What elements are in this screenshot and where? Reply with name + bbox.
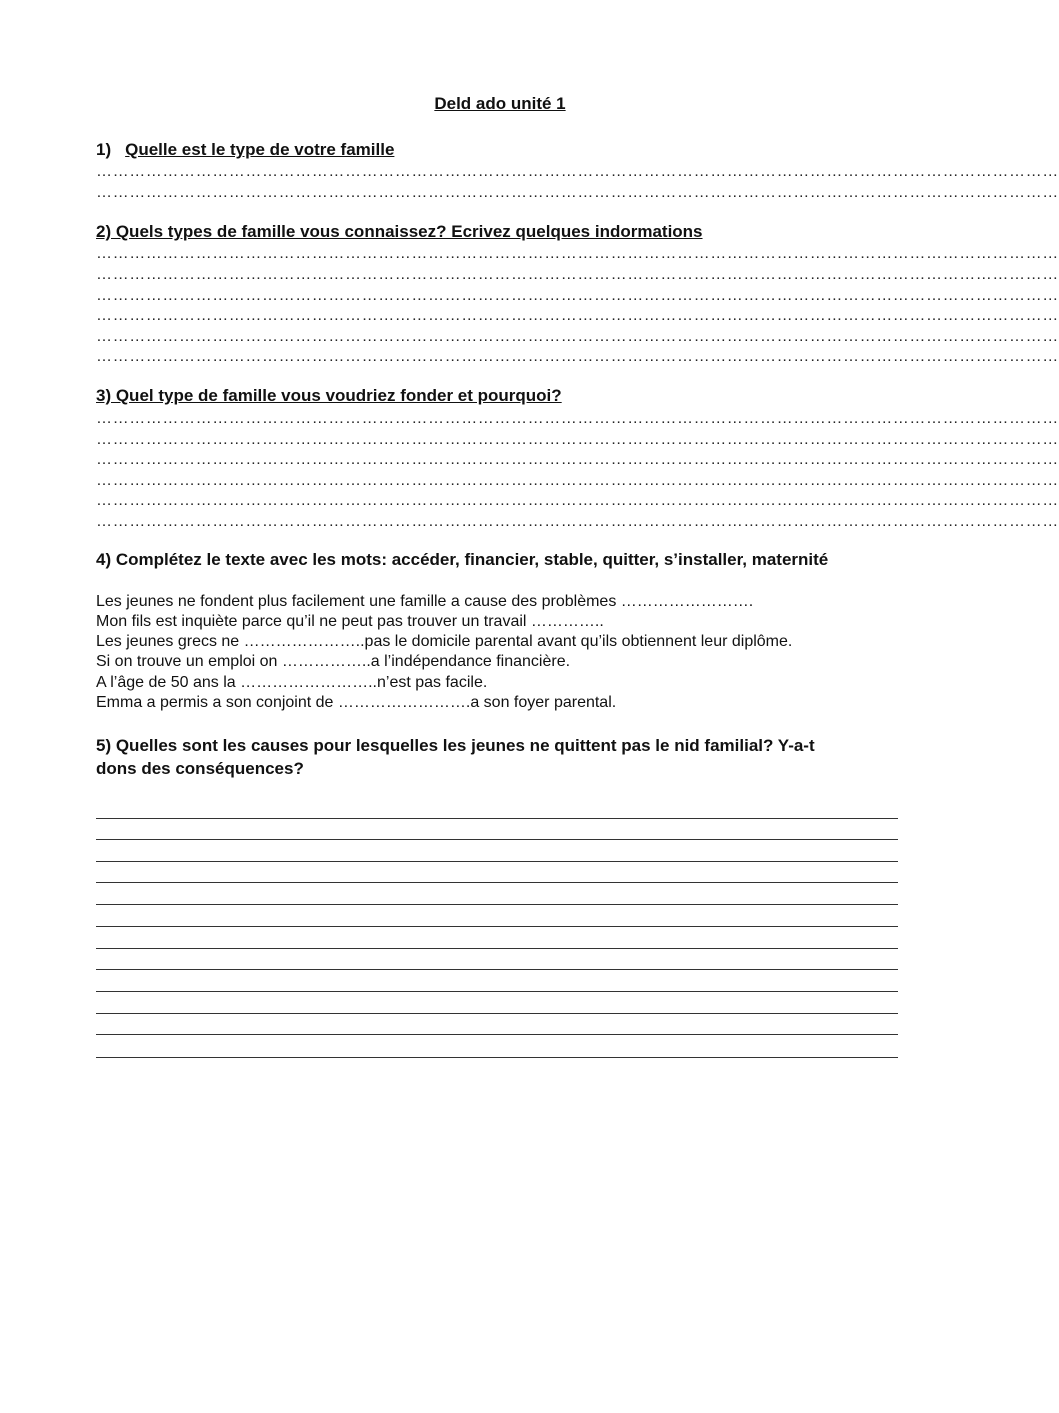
answer-line[interactable]: …………………………………………………………………………………………………………………………………………………………: [96, 245, 1059, 262]
answer-line[interactable]: …………………………………………………………………………………………………………………………………………………………: [96, 410, 1059, 427]
answer-line[interactable]: …………………………………………………………………………………………………………………………………………………………: [96, 451, 1059, 468]
answer-line[interactable]: …………………………………………………………………………………………………………………………………………………………: [96, 163, 1059, 180]
question-2-text: 2) Quels types de famille vous connaissez? Ecrivez quelques indormations: [96, 222, 703, 241]
answer-line[interactable]: …………………………………………………………………………………………………………………………………………………………: [96, 431, 1059, 448]
answer-line[interactable]: …………………………………………………………………………………………………………………………………………………………: [96, 266, 1059, 283]
question-5-line-1: 5) Quelles sont les causes pour lesquelles les jeunes ne quittent pas le nid familial? Y-a-t: [96, 736, 815, 755]
answer-rule[interactable]: [96, 904, 898, 905]
answer-rule[interactable]: [96, 839, 898, 840]
fill-in-sentence-3: Les jeunes grecs ne …………………..pas le domicile parental avant qu’ils obtiennent leur diplôme.: [96, 633, 793, 650]
answer-rule[interactable]: [96, 969, 898, 970]
answer-rule[interactable]: [96, 926, 898, 927]
answer-line[interactable]: …………………………………………………………………………………………………………………………………………………………: [96, 472, 1059, 489]
answer-rule[interactable]: [96, 882, 898, 883]
answer-rule[interactable]: [96, 818, 898, 819]
answer-line[interactable]: …………………………………………………………………………………………………………………………………………………………: [96, 328, 1059, 345]
page-title: Deld ado unité 1: [434, 94, 566, 113]
answer-line[interactable]: …………………………………………………………………………………………………………………………………………………………: [96, 307, 1059, 324]
fill-in-sentence-5: A l’âge de 50 ans la ……………………..n’est pas facile.: [96, 674, 488, 691]
question-1-number: 1): [96, 140, 112, 159]
question-5-line-2: dons des conséquences?: [96, 759, 304, 778]
answer-line[interactable]: …………………………………………………………………………………………………………………………………………………………: [96, 492, 1059, 509]
answer-rule[interactable]: [96, 1013, 898, 1014]
question-3-text: 3) Quel type de famille vous voudriez fonder et pourquoi?: [96, 386, 562, 405]
fill-in-sentence-2: Mon fils est inquiète parce qu’il ne peut pas trouver un travail …………..: [96, 613, 604, 630]
question-4-heading: 4) Complétez le texte avec les mots: accéder, financier, stable, quitter, s’installer, maternité: [96, 550, 829, 569]
fill-in-sentence-6: Emma a permis a son conjoint de …………………….a son foyer parental.: [96, 694, 617, 711]
answer-rule[interactable]: [96, 1057, 898, 1058]
fill-in-sentence-4: Si on trouve un emploi on ……………..a l’indépendance financière.: [96, 653, 571, 670]
answer-line[interactable]: …………………………………………………………………………………………………………………………………………………………: [96, 348, 1059, 365]
answer-line[interactable]: …………………………………………………………………………………………………………………………………………………………: [96, 513, 1059, 530]
fill-in-sentence-1: Les jeunes ne fondent plus facilement une famille a cause des problèmes …………………….: [96, 593, 754, 610]
answer-rule[interactable]: [96, 948, 898, 949]
answer-rule[interactable]: [96, 861, 898, 862]
question-1-text: Quelle est le type de votre famille: [125, 140, 395, 159]
answer-line[interactable]: …………………………………………………………………………………………………………………………………………………………: [96, 184, 1059, 201]
question-1-heading: [96, 140, 394, 160]
question-5-heading: [96, 734, 896, 780]
answer-rule[interactable]: [96, 1034, 898, 1035]
question-2-heading: [96, 222, 703, 242]
answer-rule[interactable]: [96, 991, 898, 992]
answer-line[interactable]: …………………………………………………………………………………………………………………………………………………………: [96, 287, 1059, 304]
question-3-heading: [96, 386, 562, 406]
